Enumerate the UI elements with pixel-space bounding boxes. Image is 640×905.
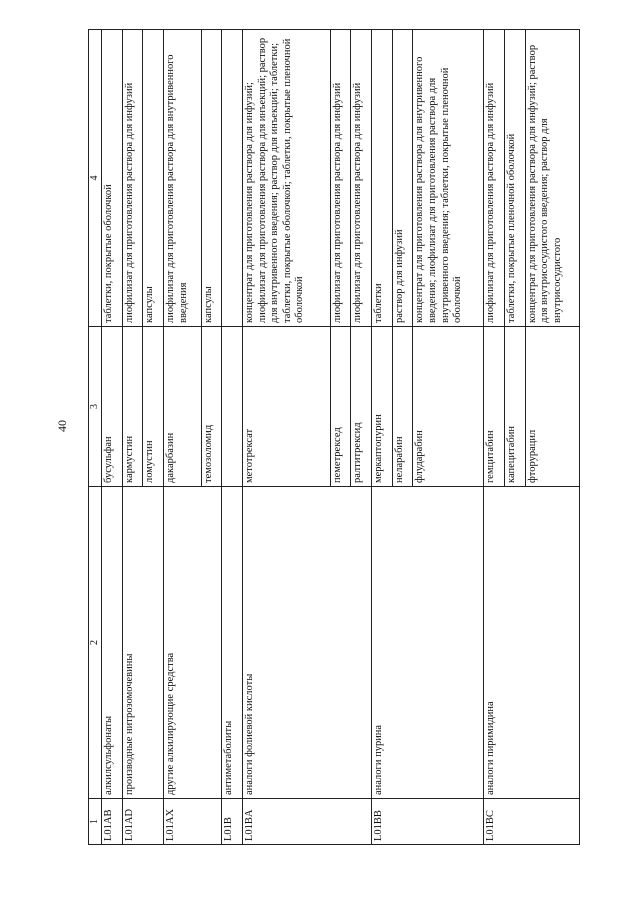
drug-name: капецитабин [504, 327, 525, 487]
atc-code: L01BA [242, 799, 371, 845]
drug-name: метотрексат [242, 327, 330, 487]
drug-name: пеметрексед [330, 327, 351, 487]
drug-name: ралтитрексид [351, 327, 372, 487]
group-name: производные нитрозомочевины [122, 487, 163, 799]
rotated-table-container [88, 30, 580, 845]
table-row [164, 30, 201, 845]
column-header: 3 [89, 327, 102, 487]
group-name: другие алкилирующие средства [164, 487, 222, 799]
dosage-form: лиофилизат для приготовления раствора для инфузий [351, 30, 372, 327]
drug-name [222, 327, 243, 487]
atc-code: L01BC [484, 799, 580, 845]
drug-name: неларабин [392, 327, 413, 487]
column-header: 1 [89, 799, 102, 845]
group-name: аналоги пурина [371, 487, 483, 799]
dosage-form [222, 30, 243, 327]
drug-table [88, 29, 580, 845]
dosage-form: таблетки [371, 30, 392, 327]
dosage-form: концентрат для приготовления раствора для внутривенного введения; лиофилизат для приготовления раствора для внутривенного введения; таблетки, покрытые пленочной оболочкой [413, 30, 484, 327]
atc-code: L01AB [102, 799, 123, 845]
drug-name: гемцитабин [484, 327, 505, 487]
table-row [122, 30, 143, 845]
drug-name: темозоломид [201, 327, 222, 487]
dosage-form: капсулы [201, 30, 222, 327]
table-row [484, 30, 505, 845]
dosage-form: лиофилизат для приготовления раствора для инфузий [330, 30, 351, 327]
group-name: антиметаболиты [222, 487, 243, 799]
dosage-form: раствор для инфузий [392, 30, 413, 327]
drug-name: дакарбазин [164, 327, 201, 487]
dosage-form: лиофилизат для приготовления раствора для внутривенного введения [164, 30, 201, 327]
table-row [242, 30, 330, 845]
atc-code: L01B [222, 799, 243, 845]
group-name: аналоги пиримидина [484, 487, 580, 799]
dosage-form: лиофилизат для приготовления раствора для инфузий [122, 30, 143, 327]
drug-name: бусульфан [102, 327, 123, 487]
dosage-form: таблетки, покрытые пленочной оболочкой [504, 30, 525, 327]
group-name: алкилсульфонаты [102, 487, 123, 799]
column-header: 4 [89, 30, 102, 327]
atc-code: L01BB [371, 799, 483, 845]
drug-name: фторурацил [525, 327, 579, 487]
table-row [371, 30, 392, 845]
table-row [102, 30, 123, 845]
drug-name: флударабин [413, 327, 484, 487]
drug-name: кармустин [122, 327, 143, 487]
dosage-form: концентрат для приготовления раствора для инфузий; раствор для внутрисосудистого введения; раствор для внутрисосудистого [525, 30, 579, 327]
table-row [222, 30, 243, 845]
header-row [89, 30, 102, 845]
column-header: 2 [89, 487, 102, 799]
dosage-form: капсулы [143, 30, 164, 327]
atc-code: L01AX [164, 799, 222, 845]
dosage-form: таблетки, покрытые оболочкой [102, 30, 123, 327]
atc-code: L01AD [122, 799, 163, 845]
drug-name: ломустин [143, 327, 164, 487]
dosage-form: концентрат для приготовления раствора для инфузий; лиофилизат для приготовления раствора для инъекций; раствор для внутривенного введения; раствор для инъекций; таблетки; таблетки, покрытые оболочкой; таблетки, покрытые пленочной оболочкой [242, 30, 330, 327]
page-number: 40 [55, 420, 69, 432]
drug-name: меркаптопурин [371, 327, 392, 487]
dosage-form: лиофилизат для приготовления раствора для инфузий [484, 30, 505, 327]
group-name: аналоги фолиевой кислоты [242, 487, 371, 799]
